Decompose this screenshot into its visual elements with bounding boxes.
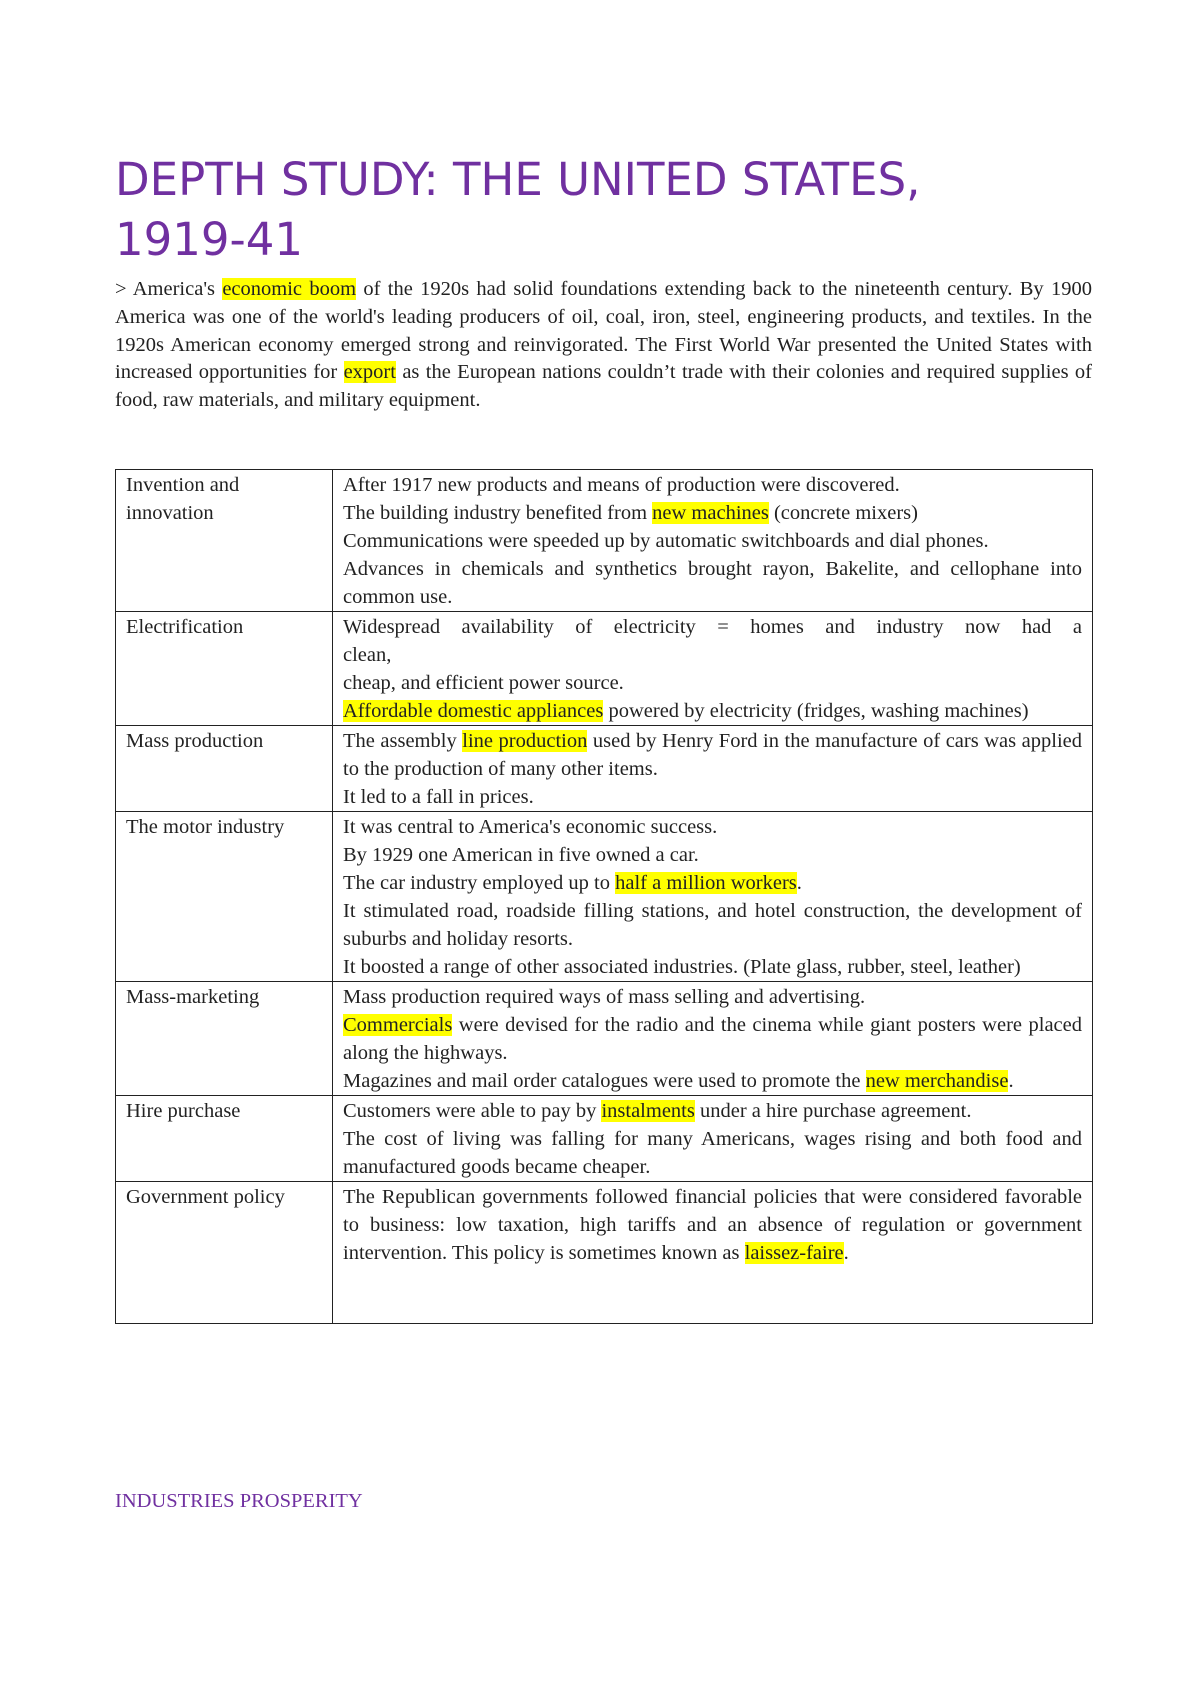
highlight-new-machines: new machines xyxy=(652,502,769,524)
detail-line: It boosted a range of other associated industries. (Plate glass, rubber, steel, leather) xyxy=(343,956,1021,978)
detail-line: Widespread availability of electricity = homes and industry now had a xyxy=(343,616,1082,638)
detail-line: cheap, and efficient power source. xyxy=(343,672,624,694)
detail-text: under a hire purchase agreement. xyxy=(694,1100,972,1122)
detail-line: After 1917 new products and means of production were discovered. xyxy=(343,474,900,496)
detail-text: The car industry employed up to xyxy=(343,872,616,894)
detail-line xyxy=(343,1183,1082,1267)
highlight-export: export xyxy=(343,361,396,384)
page-title xyxy=(115,150,1115,270)
detail-line xyxy=(343,697,1082,725)
detail-text: powered by electricity (fridges, washing machines) xyxy=(603,700,1029,722)
table-row xyxy=(116,982,1093,1096)
table-row xyxy=(116,470,1093,612)
detail-text: (concrete mixers) xyxy=(768,502,918,524)
detail-line: By 1929 one American in five owned a car. xyxy=(343,844,699,866)
detail-cell xyxy=(333,726,1093,812)
highlight-laissez-faire: laissez-faire xyxy=(744,1242,844,1264)
detail-text: . xyxy=(1008,1070,1014,1092)
intro-text: > America's xyxy=(115,278,223,300)
detail-line: Advances in chemicals and synthetics brought rayon, Bakelite, and cellophane into common use. xyxy=(343,558,1082,608)
detail-line xyxy=(343,727,1082,783)
highlight-line-production: line production xyxy=(462,730,588,752)
study-table xyxy=(115,469,1093,1324)
detail-text: The assembly xyxy=(343,730,463,752)
highlight-economic-boom: economic boom xyxy=(222,278,357,300)
detail-line: clean, xyxy=(343,644,392,666)
detail-text: The building industry benefited from xyxy=(343,502,653,524)
detail-line: It was central to America's economic success. xyxy=(343,816,718,838)
detail-line: It led to a fall in prices. xyxy=(343,786,534,808)
detail-line: Communications were speeded up by automatic switchboards and dial phones. xyxy=(343,530,989,552)
detail-line: Mass production required ways of mass selling and advertising. xyxy=(343,986,866,1008)
detail-cell xyxy=(333,612,1093,726)
table-row xyxy=(116,1096,1093,1182)
topic-cell: Hire purchase xyxy=(116,1096,333,1182)
detail-text: were devised for the radio and the cinema while giant posters were placed along the highways. xyxy=(343,1014,1082,1064)
highlight-affordable-appliances: Affordable domestic appliances xyxy=(343,700,604,722)
detail-cell xyxy=(333,1096,1093,1182)
detail-text: used by Henry Ford in the manufacture of cars was applied to the production of many other items. xyxy=(343,730,1082,780)
table-row xyxy=(116,726,1093,812)
table-row xyxy=(116,1182,1093,1324)
topic-cell: Government policy xyxy=(116,1182,333,1324)
detail-cell xyxy=(333,470,1093,612)
highlight-half-a-million-workers: half a million workers xyxy=(615,872,797,894)
detail-cell xyxy=(333,982,1093,1096)
topic-cell: Invention and innovation xyxy=(116,470,333,612)
intro-paragraph xyxy=(115,276,1092,415)
detail-line xyxy=(343,869,1082,897)
page-title-line-2: 1919-41 xyxy=(115,213,304,266)
section-heading: INDUSTRIES PROSPERITY xyxy=(115,1490,363,1512)
detail-text: The Republican governments followed financial policies that were considered favorable to business: low taxation, high tariffs and an absence of regulation or government intervention. This policy is sometimes known as xyxy=(343,1186,1082,1264)
topic-cell: Mass production xyxy=(116,726,333,812)
detail-line xyxy=(343,1067,1082,1095)
intro-text: as the European nations couldn’t trade with their colonies and required supplies of food, raw materials, and military equipment. xyxy=(115,361,1092,412)
highlight-commercials: Commercials xyxy=(343,1014,453,1036)
table-row xyxy=(116,812,1093,982)
detail-line xyxy=(343,499,1082,527)
detail-line xyxy=(343,1097,1082,1125)
detail-text: Magazines and mail order catalogues were used to promote the xyxy=(343,1070,866,1092)
topic-cell: The motor industry xyxy=(116,812,333,982)
detail-line: The cost of living was falling for many Americans, wages rising and both food and manufactured goods became cheaper. xyxy=(343,1128,1082,1178)
detail-cell xyxy=(333,1182,1093,1324)
highlight-instalments: instalments xyxy=(601,1100,695,1122)
topic-cell: Electrification xyxy=(116,612,333,726)
highlight-new-merchandise: new merchandise xyxy=(865,1070,1009,1092)
intro-text: of the 1920s had solid foundations extending back to the nineteenth century. By 1900 America was one of the world's leading producers of oil, coal, iron, steel, engineering products, and textiles. In the 1920s American economy emerged strong and reinvigorated. The First World War presented the United States with increased opportunities for xyxy=(115,278,1093,384)
topic-cell: Mass-marketing xyxy=(116,982,333,1096)
detail-line: It stimulated road, roadside filling stations, and hotel construction, the development of suburbs and holiday resorts. xyxy=(343,900,1082,950)
detail-text: . xyxy=(796,872,802,894)
page-title-line-1: DEPTH STUDY: THE UNITED STATES, xyxy=(115,153,921,206)
detail-text: . xyxy=(843,1242,849,1264)
detail-line xyxy=(343,1011,1082,1067)
detail-text: Customers were able to pay by xyxy=(343,1100,602,1122)
table-row xyxy=(116,612,1093,726)
detail-cell xyxy=(333,812,1093,982)
